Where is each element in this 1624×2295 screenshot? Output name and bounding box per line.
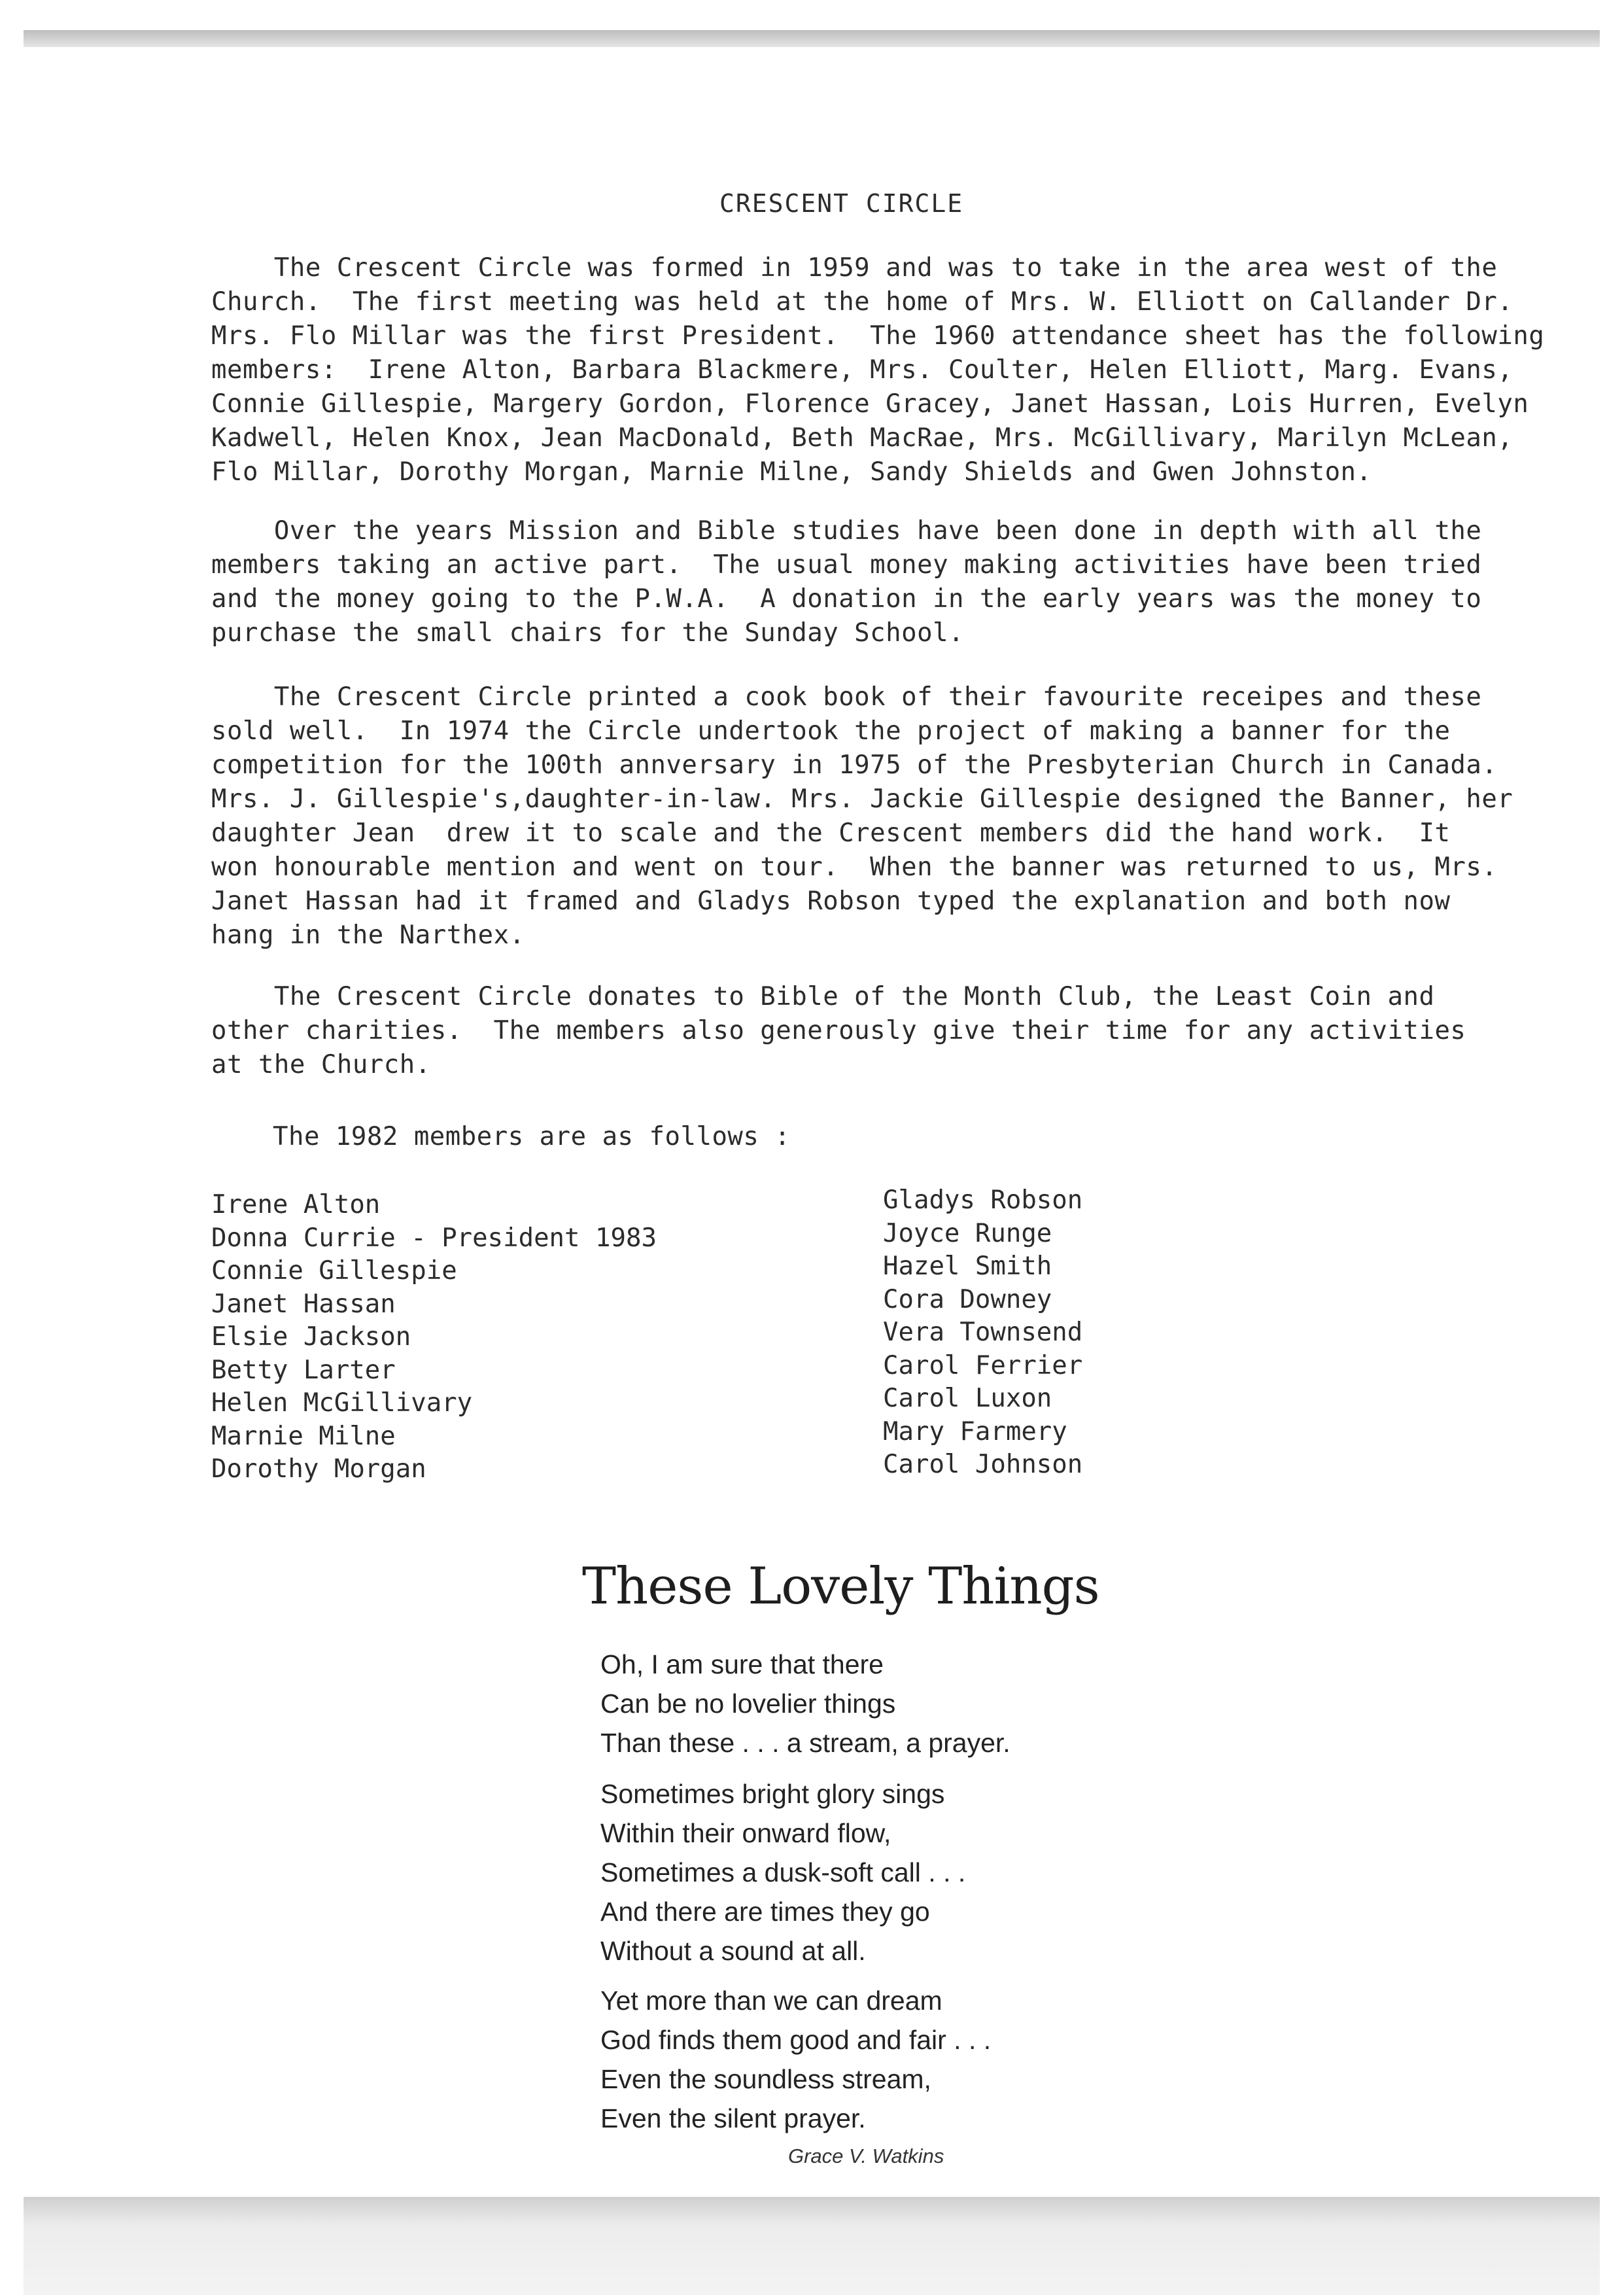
member-name: Joyce Runge [883, 1218, 1052, 1248]
member-name: Marnie Milne [211, 1421, 396, 1451]
paragraph-line: purchase the small chairs for the Sunday School. [211, 618, 965, 648]
members-list-left [211, 1189, 657, 1486]
paragraph-line: Church. The first meeting was held at the home of Mrs. W. Elliott on Callander Dr. [211, 287, 1513, 317]
scan-bottom-edge [24, 2197, 1600, 2295]
member-name: Carol Johnson [883, 1450, 1083, 1479]
members-list-right [883, 1184, 1082, 1482]
poem-line: Without a sound at all. [600, 1936, 866, 1966]
poem-line: Than these . . . a stream, a prayer. [600, 1728, 1011, 1758]
poem-line: Within their onward flow, [600, 1818, 891, 1848]
paragraph-line: competition for the 100th annversary in 1975 of the Presbyterian Church in Canada. [211, 750, 1498, 780]
paragraph-line: won honourable mention and went on tour. When the banner was returned to us, Mrs. [211, 852, 1498, 882]
paragraph-4 [211, 980, 1617, 1082]
paragraph-2 [211, 514, 1617, 650]
poem-line: Can be no lovelier things [600, 1689, 896, 1719]
poem-line: Yet more than we can dream [600, 1986, 942, 2016]
paragraph-line: sold well. In 1974 the Circle undertook the project of making a banner for the [211, 716, 1451, 746]
paragraph-line: Over the years Mission and Bible studies have been done in depth with all the [211, 516, 1482, 546]
paragraph-line: members: Irene Alton, Barbara Blackmere, Mrs. Coulter, Helen Elliott, Marg. Evans, [211, 355, 1513, 385]
member-name: Hazel Smith [883, 1252, 1052, 1281]
page-heading: CRESCENT CIRCLE [719, 189, 964, 218]
poem-title: These Lovely Things [582, 1557, 1099, 1616]
member-name: Carol Ferrier [883, 1350, 1083, 1380]
paragraph-line: hang in the Narthex. [211, 920, 525, 950]
poem-line: Sometimes a dusk-soft call . . . [600, 1857, 966, 1887]
paragraph-1 [211, 251, 1617, 489]
poem-line: Sometimes bright glory sings [600, 1779, 945, 1809]
poem-stanza-3 [600, 1981, 991, 2138]
paragraph-line: Mrs. Flo Millar was the first President. The 1960 attendance sheet has the following [211, 321, 1545, 351]
member-name: Donna Currie - President 1983 [211, 1223, 657, 1253]
paragraph-line: The Crescent Circle printed a cook book of their favourite receipes and these [211, 682, 1482, 712]
member-name: Carol Luxon [883, 1384, 1052, 1413]
member-name: Betty Larter [211, 1355, 396, 1385]
poem-line: And there are times they go [600, 1897, 930, 1927]
member-name: Vera Townsend [883, 1318, 1083, 1347]
paragraph-line: Mrs. J. Gillespie's,daughter-in-law. Mrs. Jackie Gillespie designed the Banner, her [211, 784, 1513, 814]
member-name: Dorothy Morgan [211, 1454, 426, 1484]
poem-line: Even the soundless stream, [600, 2064, 931, 2094]
paragraph-3 [211, 680, 1617, 953]
member-name: Gladys Robson [883, 1185, 1083, 1215]
paragraph-line: other charities. The members also generously give their time for any activities [211, 1016, 1466, 1045]
poem-stanza-1 [600, 1645, 1011, 1762]
member-name: Connie Gillespie [211, 1256, 457, 1286]
member-name: Janet Hassan [211, 1289, 396, 1319]
poem-stanza-2 [600, 1774, 965, 1971]
paragraph-line: The Crescent Circle was formed in 1959 and was to take in the area west of the [211, 253, 1498, 283]
member-name: Mary Farmery [883, 1416, 1067, 1446]
poem-line: Oh, I am sure that there [600, 1649, 884, 1679]
paragraph-line: The Crescent Circle donates to Bible of the Month Club, the Least Coin and [211, 982, 1435, 1011]
poem-author: Grace V. Watkins [788, 2145, 944, 2167]
member-name: Cora Downey [883, 1284, 1052, 1314]
paragraph-line: and the money going to the P.W.A. A donation in the early years was the money to [211, 584, 1482, 614]
member-name: Elsie Jackson [211, 1322, 411, 1352]
paragraph-line: members taking an active part. The usual money making activities have been tried [211, 550, 1482, 580]
paragraph-line: Flo Millar, Dorothy Morgan, Marnie Milne, Sandy Shields and Gwen Johnston. [211, 457, 1372, 487]
paragraph-line: at the Church. [211, 1050, 431, 1079]
paragraph-line: Kadwell, Helen Knox, Jean MacDonald, Beth MacRae, Mrs. McGillivary, Marilyn McLean, [211, 423, 1513, 453]
member-name: Helen McGillivary [211, 1388, 473, 1418]
members-intro: The 1982 members are as follows : [273, 1122, 791, 1151]
member-name: Irene Alton [211, 1190, 381, 1219]
paragraph-line: Janet Hassan had it framed and Gladys Robson typed the explanation and both now [211, 886, 1451, 916]
poem-line: God finds them good and fair . . . [600, 2025, 992, 2055]
paragraph-line: Connie Gillespie, Margery Gordon, Florence Gracey, Janet Hassan, Lois Hurren, Evelyn [211, 389, 1529, 419]
paragraph-line: daughter Jean drew it to scale and the Crescent members did the hand work. It [211, 818, 1451, 848]
scan-top-edge [24, 30, 1600, 47]
poem-line: Even the silent prayer. [600, 2103, 866, 2133]
